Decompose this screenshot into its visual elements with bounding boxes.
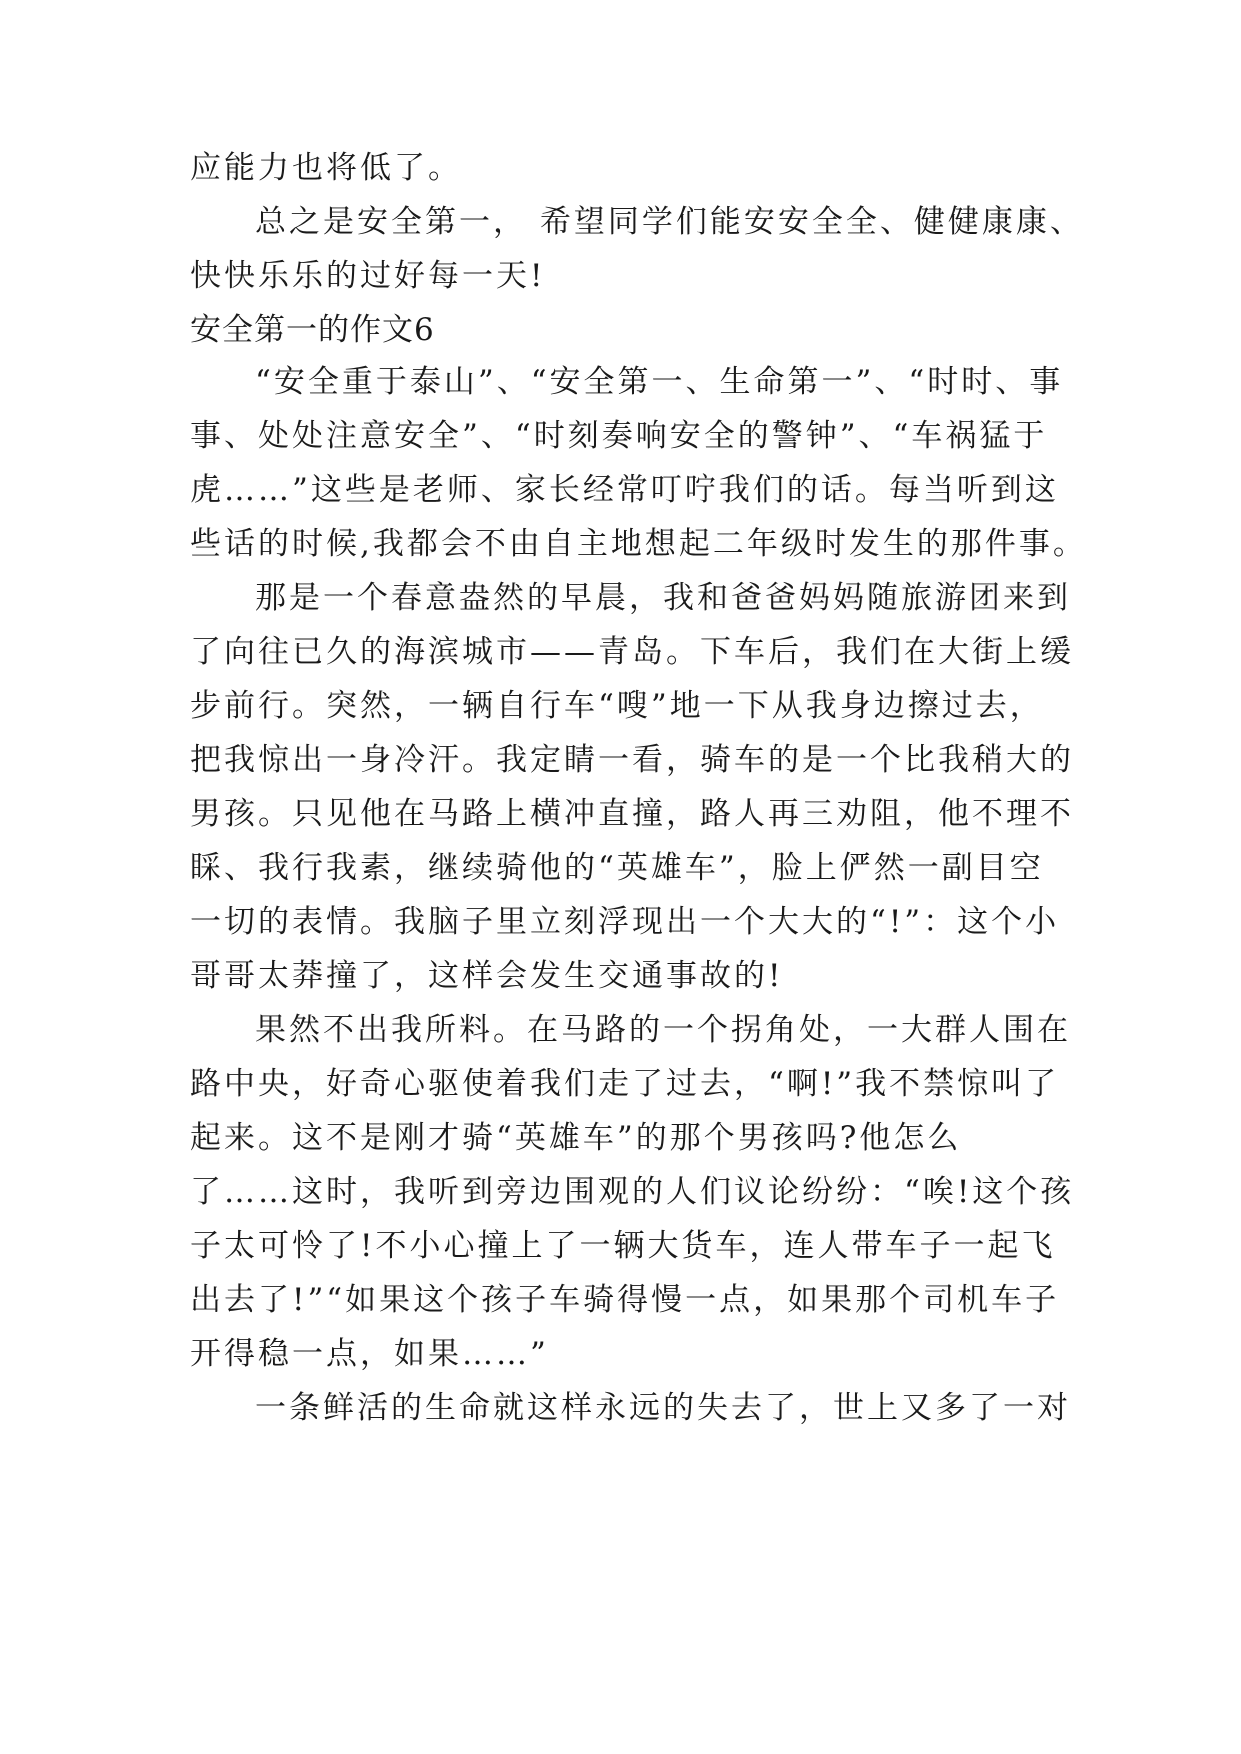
paragraph-line: “安全重于泰山”、“安全第一、生命第一”、“时时、事 xyxy=(255,364,1064,400)
paragraph-line: 出去了!”“如果这个孩子车骑得慢一点，如果那个司机车子 xyxy=(190,1282,1060,1318)
paragraph-line: 那是一个春意盎然的早晨，我和爸爸妈妈随旅游团来到 xyxy=(255,580,1071,616)
paragraph-line: 了……这时，我听到旁边围观的人们议论纷纷：“唉!这个孩 xyxy=(190,1174,1075,1210)
paragraph-line: 一条鲜活的生命就这样永远的失去了，世上又多了一对 xyxy=(255,1390,1071,1426)
paragraph-line: 总之是安全第一， 希望同学们能安安全全、健健康康、 xyxy=(255,204,1084,240)
paragraph-line: 一切的表情。我脑子里立刻浮现出一个大大的“!”：这个小 xyxy=(190,904,1060,940)
paragraph-line: 了向往已久的海滨城市——青岛。下车后，我们在大街上缓 xyxy=(190,634,1074,670)
paragraph-line: 应能力也将低了。 xyxy=(190,150,462,186)
paragraph-line: 事、处处注意安全”、“时刻奏响安全的警钟”、“车祸猛于 xyxy=(190,418,1048,454)
paragraph-line: 把我惊出一身冷汗。我定睛一看，骑车的是一个比我稍大的 xyxy=(190,742,1074,778)
paragraph-line: 哥哥太莽撞了，这样会发生交通事故的! xyxy=(190,958,784,994)
paragraph-line: 果然不出我所料。在马路的一个拐角处，一大群人围在 xyxy=(255,1012,1071,1048)
paragraph-line: 起来。这不是刚才骑“英雄车”的那个男孩吗?他怎么 xyxy=(190,1120,962,1156)
paragraph-line: 快快乐乐的过好每一天! xyxy=(190,258,546,294)
paragraph-line: 开得稳一点，如果……” xyxy=(190,1336,549,1372)
paragraph-line: 步前行。突然，一辆自行车“嗖”地一下从我身边擦过去， xyxy=(190,688,1044,724)
section-heading: 安全第一的作文6 xyxy=(190,312,435,348)
paragraph-line: 睬、我行我素，继续骑他的“英雄车”，脸上俨然一副目空 xyxy=(190,850,1044,886)
paragraph-line: 虎……”这些是老师、家长经常叮咛我们的话。每当听到这 xyxy=(190,472,1059,508)
paragraph-line: 子太可怜了!不小心撞上了一辆大货车，连人带车子一起飞 xyxy=(190,1228,1056,1264)
paragraph-line: 路中央，好奇心驱使着我们走了过去，“啊!”我不禁惊叫了 xyxy=(190,1066,1060,1102)
paragraph-line: 些话的时候,我都会不由自主地想起二年级时发生的那件事。 xyxy=(190,526,1087,562)
paragraph-line: 男孩。只见他在马路上横冲直撞，路人再三劝阻，他不理不 xyxy=(190,796,1074,832)
